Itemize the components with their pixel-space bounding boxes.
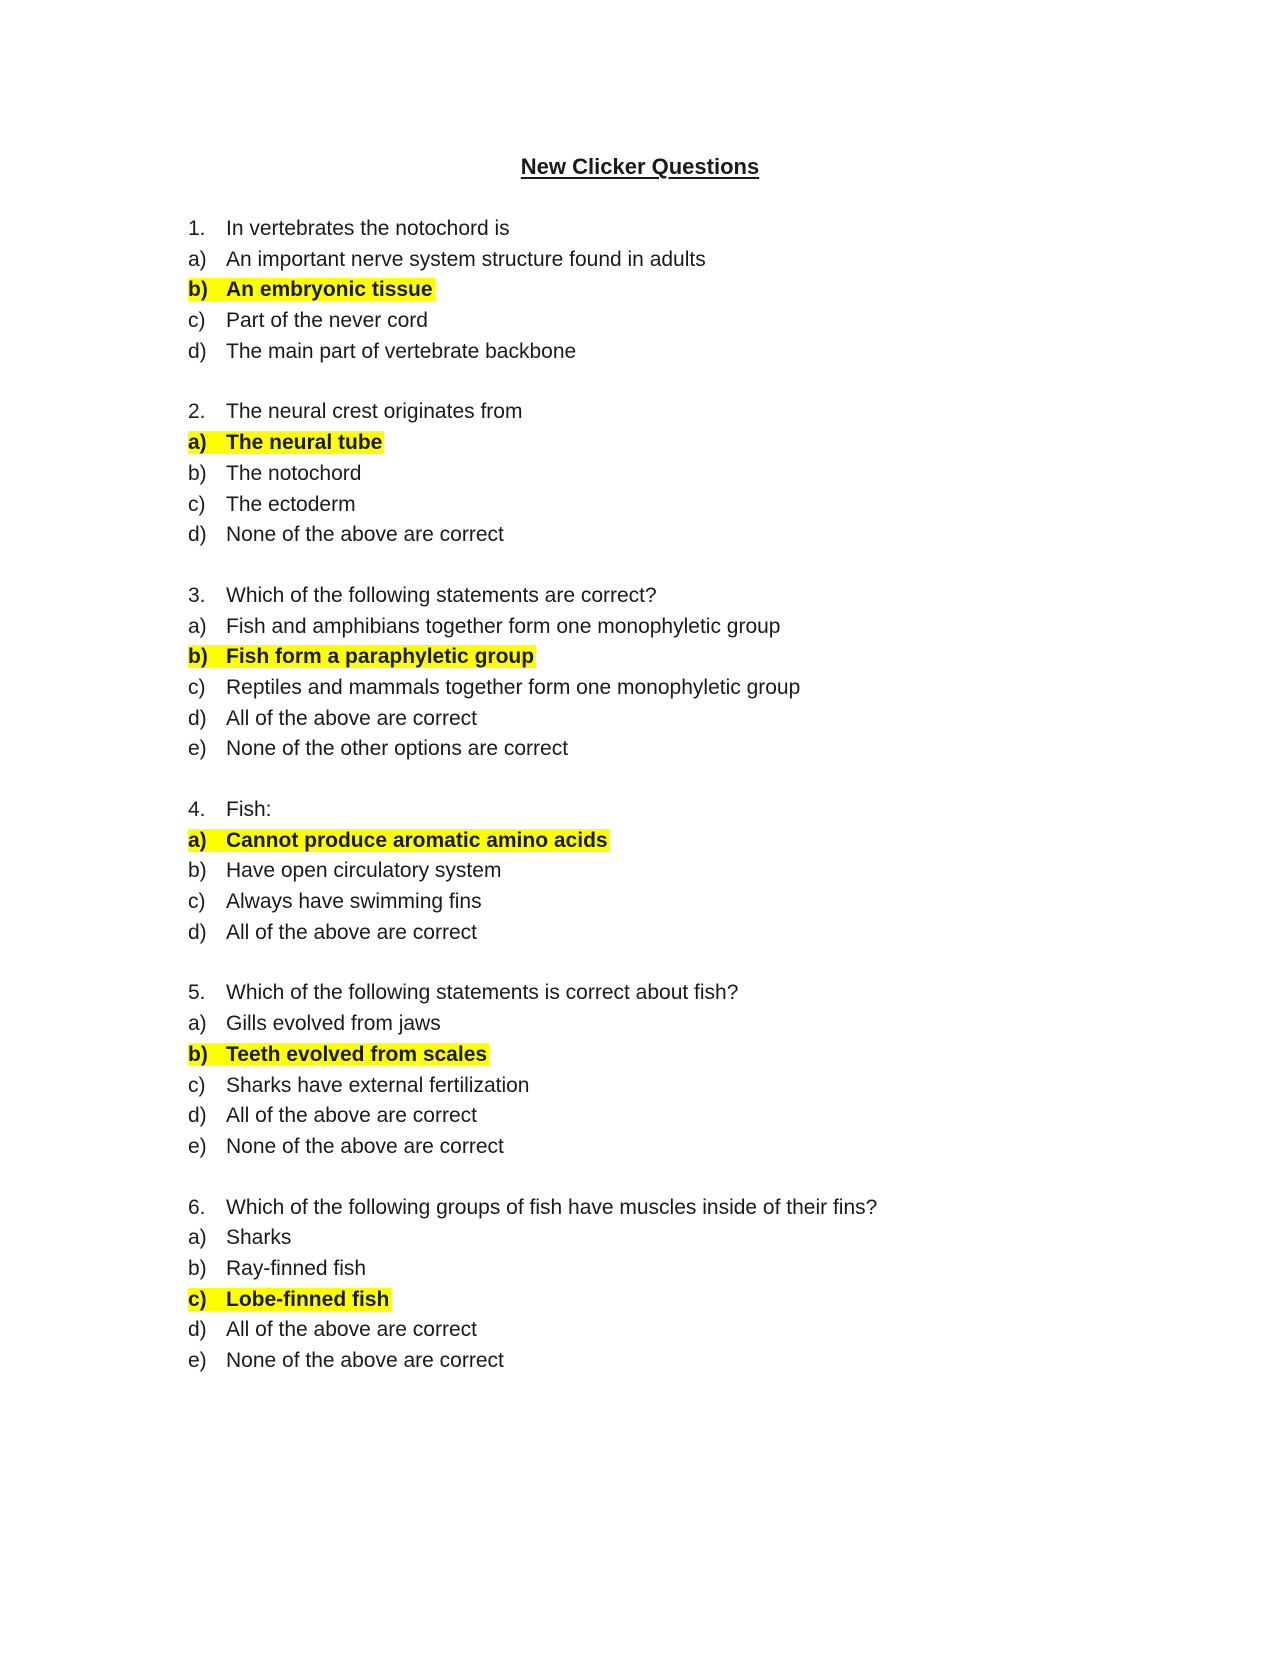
option-text: Reptiles and mammals together form one monophyletic group [226, 675, 801, 699]
answer-option-correct [188, 826, 1188, 857]
option-text: Always have swimming fins [226, 890, 482, 914]
option-text: An important nerve system structure found in adults [226, 247, 706, 271]
option-marker: a) [188, 828, 207, 852]
answer-option [188, 1223, 1188, 1254]
question-text: Fish: [226, 798, 272, 821]
answer-option-content [188, 1074, 530, 1097]
answer-option-correct [188, 428, 1188, 459]
option-text: None of the above are correct [226, 1349, 504, 1372]
question-stem [188, 397, 1188, 428]
answer-option-content [188, 248, 706, 271]
option-text: All of the above are correct [226, 920, 477, 944]
option-marker: c) [188, 890, 206, 914]
option-marker: d) [188, 920, 207, 944]
option-text: The neural tube [226, 431, 383, 455]
answer-option [188, 1346, 1188, 1377]
option-marker: b) [188, 278, 208, 302]
option-text: The main part of vertebrate backbone [226, 339, 577, 363]
question-text: Which of the following groups of fish have muscles inside of their fins? [226, 1195, 878, 1219]
option-marker: a) [188, 431, 207, 455]
answer-option [188, 1254, 1188, 1285]
question-block [188, 795, 1188, 948]
answer-option-content [188, 1288, 391, 1311]
option-text: Sharks [226, 1226, 292, 1250]
question-number: 2. [188, 400, 206, 424]
option-marker: e) [188, 737, 207, 761]
answer-option [188, 704, 1188, 735]
option-text: Ray-finned fish [226, 1256, 367, 1280]
option-marker: a) [188, 1226, 207, 1250]
answer-option-content [188, 829, 610, 852]
answer-option [188, 856, 1188, 887]
option-marker: d) [188, 1104, 207, 1128]
question-stem [188, 214, 1188, 245]
option-marker: c) [188, 309, 206, 333]
answer-option-content [188, 462, 361, 485]
answer-option-content [188, 859, 501, 882]
option-text: An embryonic tissue [226, 278, 433, 302]
option-text: None of the above are correct [226, 523, 504, 547]
question-number: 1. [188, 217, 206, 240]
option-marker: b) [188, 645, 208, 669]
page-title-text: New Clicker Questions [520, 154, 760, 179]
answer-option [188, 459, 1188, 490]
question-list [188, 214, 1188, 1407]
answer-option [188, 337, 1188, 368]
option-text: Teeth evolved from scales [226, 1042, 488, 1066]
option-text: All of the above are correct [226, 1318, 477, 1342]
answer-option [188, 306, 1188, 337]
question-number: 4. [188, 798, 206, 821]
option-text: Lobe-finned fish [226, 1287, 390, 1311]
option-marker: c) [188, 1073, 206, 1097]
answer-option [188, 490, 1188, 521]
answer-option-content [188, 1043, 489, 1066]
answer-option [188, 520, 1188, 551]
answer-option-content [188, 921, 477, 944]
option-marker: b) [188, 1042, 208, 1066]
option-marker: a) [188, 247, 207, 271]
option-marker: b) [188, 859, 207, 883]
answer-option [188, 612, 1188, 643]
option-marker: c) [188, 1287, 207, 1311]
option-marker: d) [188, 339, 207, 363]
answer-option [188, 1071, 1188, 1102]
option-text: Part of the never cord [226, 309, 428, 333]
answer-option-content [188, 278, 435, 301]
question-stem [188, 581, 1188, 612]
answer-option-content [188, 1318, 477, 1341]
option-text: Cannot produce aromatic amino acids [226, 828, 608, 852]
question-text: Which of the following statements is correct about fish? [226, 981, 739, 1005]
answer-option [188, 1315, 1188, 1346]
option-text: None of the other options are correct [226, 737, 569, 761]
option-marker: e) [188, 1134, 207, 1158]
question-block [188, 397, 1188, 550]
question-number: 3. [188, 583, 206, 607]
option-marker: d) [188, 523, 207, 547]
answer-option-content [188, 676, 800, 699]
answer-option-correct [188, 275, 1188, 306]
answer-option-content [188, 523, 504, 546]
question-block [188, 581, 1188, 765]
question-block [188, 1193, 1188, 1377]
answer-option-correct [188, 1285, 1188, 1316]
answer-option [188, 918, 1188, 949]
option-text: All of the above are correct [226, 706, 477, 730]
answer-option-content [188, 340, 576, 363]
answer-option [188, 1101, 1188, 1132]
question-block [188, 214, 1188, 367]
option-text: None of the above are correct [226, 1134, 504, 1158]
option-marker: d) [188, 1318, 207, 1342]
answer-option [188, 245, 1188, 276]
question-text: The neural crest originates from [226, 400, 523, 424]
question-stem [188, 978, 1188, 1009]
answer-option-content [188, 309, 428, 332]
answer-option-correct [188, 642, 1188, 673]
option-text: Sharks have external fertilization [226, 1073, 530, 1097]
answer-option [188, 734, 1188, 765]
option-text: Gills evolved from jaws [226, 1012, 441, 1036]
option-text: Fish and amphibians together form one monophyletic group [226, 614, 781, 638]
answer-option [188, 1009, 1188, 1040]
answer-option-content [188, 1135, 504, 1158]
option-marker: b) [188, 461, 207, 485]
option-marker: c) [188, 492, 206, 516]
answer-option-content [188, 1012, 441, 1035]
answer-option-content [188, 737, 568, 760]
answer-option-content [188, 493, 356, 516]
answer-option-content [188, 1349, 504, 1372]
option-text: Fish form a paraphyletic group [226, 645, 535, 669]
question-text: In vertebrates the notochord is [226, 217, 510, 240]
answer-option [188, 1132, 1188, 1163]
question-stem [188, 1193, 1188, 1224]
answer-option-content [188, 1257, 366, 1280]
page-title [0, 152, 1280, 182]
answer-option-content [188, 890, 482, 913]
option-marker: c) [188, 675, 206, 699]
answer-option-content [188, 707, 477, 730]
option-text: Have open circulatory system [226, 859, 502, 883]
question-stem [188, 795, 1188, 826]
answer-option-correct [188, 1040, 1188, 1071]
option-text: The ectoderm [226, 492, 356, 516]
answer-option-content [188, 615, 781, 638]
option-marker: e) [188, 1349, 207, 1372]
question-number: 5. [188, 981, 206, 1005]
answer-option [188, 887, 1188, 918]
answer-option-content [188, 1226, 291, 1249]
answer-option [188, 673, 1188, 704]
question-block [188, 978, 1188, 1162]
option-text: All of the above are correct [226, 1104, 477, 1128]
question-number: 6. [188, 1195, 206, 1219]
answer-option-content [188, 645, 536, 668]
option-marker: a) [188, 1012, 207, 1036]
option-marker: a) [188, 614, 207, 638]
question-text: Which of the following statements are correct? [226, 583, 657, 607]
answer-option-content [188, 431, 384, 454]
answer-option-content [188, 1104, 477, 1127]
option-marker: d) [188, 706, 207, 730]
option-marker: b) [188, 1256, 207, 1280]
option-text: The notochord [226, 461, 362, 485]
